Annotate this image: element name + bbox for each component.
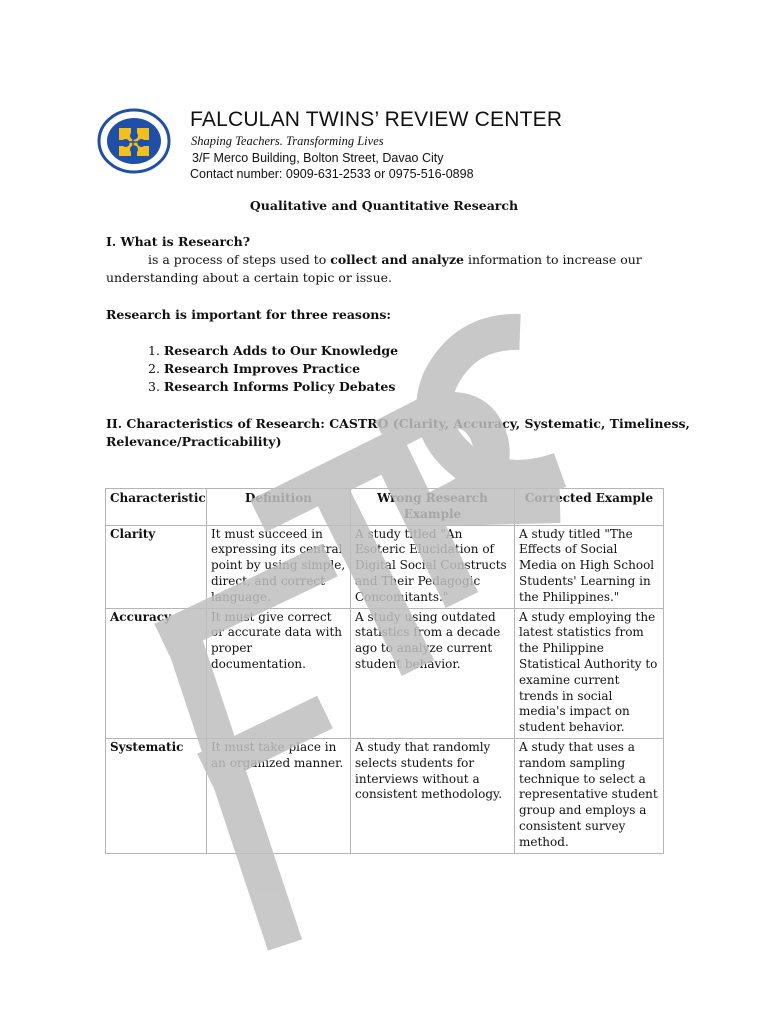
wrong-example-cell: A study that randomly selects students for interviews without a consistent methodology. <box>351 738 515 853</box>
characteristic-cell: Accuracy <box>106 608 207 738</box>
corrected-example-cell: A study titled "The Effects of Social Media on High School Students' Learning in the Philippines." <box>515 525 664 608</box>
table-row <box>106 608 664 738</box>
column-header: Characteristic <box>106 489 207 526</box>
table-row <box>106 738 664 853</box>
column-header: Corrected Example <box>515 489 664 526</box>
watermark-letter-c <box>434 332 560 478</box>
definition-cell: It must take place in an organized manner. <box>207 738 351 853</box>
document-title: Qualitative and Quantitative Research <box>249 198 519 213</box>
header-tagline: Shaping Teachers. Transforming Lives <box>191 134 384 148</box>
reasons-heading: Research is important for three reasons: <box>106 307 392 322</box>
reason-item <box>148 361 360 376</box>
characteristic-cell: Clarity <box>106 525 207 608</box>
characteristics-table <box>105 488 664 854</box>
corrected-example-cell: A study employing the latest statistics from the Philippine Statistical Authority to examine current trends in social media's impact on student behavior. <box>515 608 664 738</box>
reason-number: 1. <box>148 343 160 358</box>
reason-item <box>148 379 395 394</box>
section1-text-post: information to increase our <box>464 252 642 267</box>
wrong-example-cell: A study titled "An Esoteric Elucidation of Digital Social Constructs and Their Pedagogic Concomitants." <box>351 525 515 608</box>
definition-cell: It must succeed in expressing its central point by using simple, direct, and correct language. <box>207 525 351 608</box>
corrected-example-cell: A study that uses a random sampling technique to select a representative student group and employs a consistent survey method. <box>515 738 664 853</box>
header-title: FALCULAN TWINS’ REVIEW CENTER <box>190 108 563 131</box>
reason-text: Research Adds to Our Knowledge <box>163 343 399 358</box>
definition-cell: It must give correct or accurate data with proper documentation. <box>207 608 351 738</box>
header-contact: Contact number: 0909-631-2533 or 0975-516-0898 <box>190 167 474 181</box>
wrong-example-cell: A study using outdated statistics from a decade ago to analyze current student behavior. <box>351 608 515 738</box>
section1-text-pre: is a process of steps used to <box>148 252 331 267</box>
section1-heading: I. What is Research? <box>106 234 251 249</box>
reason-item <box>148 343 398 358</box>
column-header: Wrong Research Example <box>351 489 515 526</box>
section2-heading-line1: II. Characteristics of Research: CASTRO (Clarity, Accuracy, Systematic, Timeliness, <box>106 416 690 431</box>
table-row <box>106 525 664 608</box>
reason-text: Research Improves Practice <box>163 361 361 376</box>
reason-number: 3. <box>148 379 160 394</box>
section1-paragraph-line2: understanding about a certain topic or issue. <box>106 270 393 285</box>
section1-text-bold: collect and analyze <box>330 252 464 267</box>
reason-text: Research Informs Policy Debates <box>163 379 396 394</box>
header-address: 3/F Merco Building, Bolton Street, Davao City <box>192 151 444 165</box>
characteristic-cell: Systematic <box>106 738 207 853</box>
reason-number: 2. <box>148 361 160 376</box>
section1-paragraph-line1 <box>148 252 642 267</box>
table-header-row <box>106 489 664 526</box>
section2-heading-line2: Relevance/Practicability) <box>106 434 282 449</box>
column-header: Definition <box>207 489 351 526</box>
review-center-logo <box>97 108 171 174</box>
